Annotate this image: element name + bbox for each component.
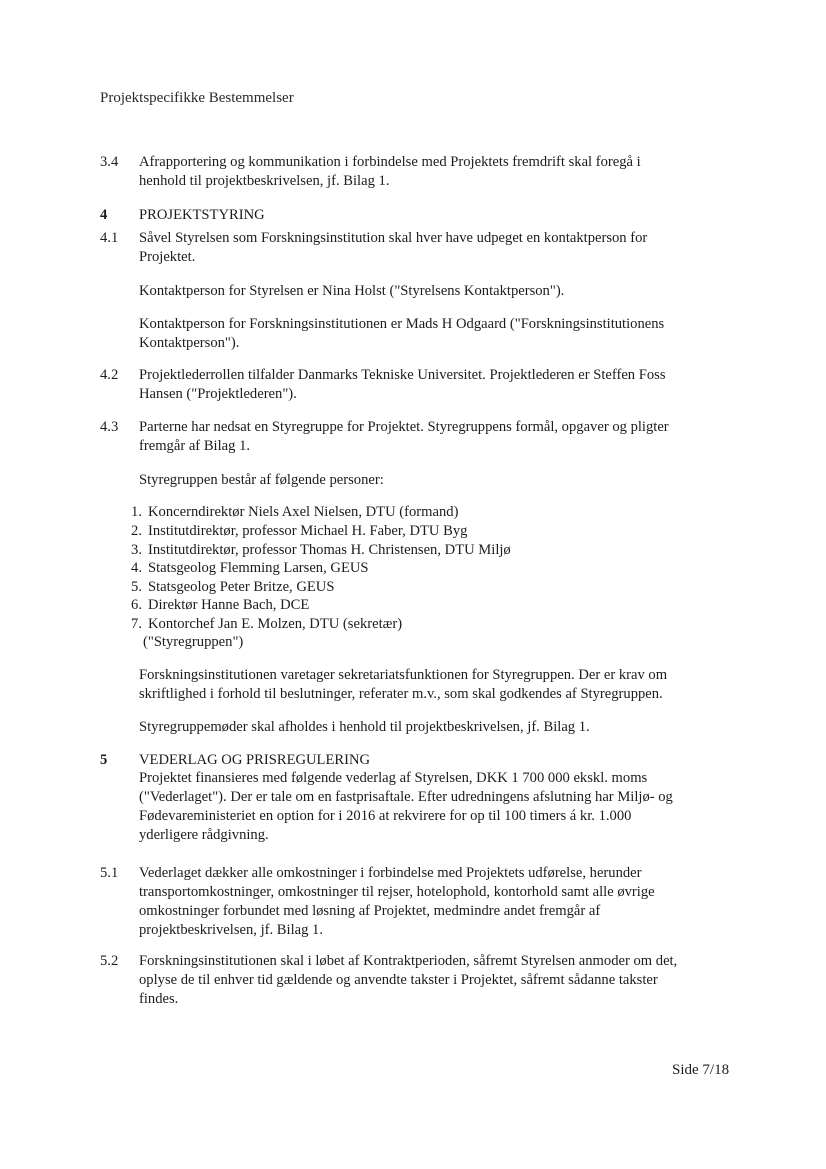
paragraph: Kontaktperson for Styrelsen er Nina Holst ("Styrelsens Kontaktperson"). <box>139 283 565 299</box>
section-number: 5 <box>100 752 108 768</box>
text-line: Projektet finansieres med følgende vederlag af Styrelsen, DKK 1 700 000 ekskl. moms <box>139 770 648 786</box>
section-number: 4.1 <box>100 230 119 246</box>
list-item-number: 2. <box>131 523 142 539</box>
text-line: oplyse de til enhver tid gældende og anvendte takster i Projektet, såfremt sådanne takster <box>139 972 658 988</box>
text-line: transportomkostninger, omkostninger til rejser, hotelophold, kontorhold samt alle øvrige <box>139 884 655 900</box>
text-line: Projektet. <box>139 249 196 265</box>
text-line: projektbeskrivelsen, jf. Bilag 1. <box>139 922 324 938</box>
section-title: VEDERLAG OG PRISREGULERING <box>139 752 371 768</box>
text-line: Parterne har nedsat en Styregruppe for Projektet. Styregruppens formål, opgaver og pligter <box>139 419 669 435</box>
section-text <box>139 769 739 845</box>
paragraph <box>139 315 739 353</box>
text-line: omkostninger forbundet med løsning af Projektet, medmindre andet fremgår af <box>139 903 601 919</box>
paragraph: Styregruppemøder skal afholdes i henhold til projektbeskrivelsen, jf. Bilag 1. <box>139 719 590 735</box>
text-line: findes. <box>139 991 179 1007</box>
list-item-number: 5. <box>131 579 142 595</box>
text-line: Forskningsinstitutionen varetager sekretariatsfunktionen for Styregruppen. Der er krav om <box>139 667 668 683</box>
section-number: 4.2 <box>100 367 119 383</box>
text-line: Kontaktperson for Forskningsinstitutionen er Mads H Odgaard ("Forskningsinstitutionens <box>139 316 665 332</box>
section-text <box>139 153 739 191</box>
list-item: Statsgeolog Flemming Larsen, GEUS <box>148 560 369 576</box>
section-text <box>139 366 739 404</box>
section-number: 5.2 <box>100 953 119 969</box>
list-intro: Styregruppen består af følgende personer: <box>139 472 384 488</box>
section-number: 3.4 <box>100 154 119 170</box>
paragraph <box>139 666 739 704</box>
text-line: Projektlederrollen tilfalder Danmarks Tekniske Universitet. Projektlederen er Steffen Foss <box>139 367 666 383</box>
list-item-number: 6. <box>131 597 142 613</box>
text-line: Kontaktperson"). <box>139 335 240 351</box>
list-item-number: 4. <box>131 560 142 576</box>
list-item: Institutdirektør, professor Michael H. Faber, DTU Byg <box>148 523 468 539</box>
section-number: 4 <box>100 207 108 223</box>
list-item: Kontorchef Jan E. Molzen, DTU (sekretær) <box>148 616 403 632</box>
list-item: Statsgeolog Peter Britze, GEUS <box>148 579 335 595</box>
list-item: Institutdirektør, professor Thomas H. Christensen, DTU Miljø <box>148 542 511 558</box>
section-number: 5.1 <box>100 865 119 881</box>
list-defined-term: ("Styregruppen") <box>143 634 244 650</box>
text-line: Fødevareministeriet en option for i 2016 at rekvirere for op til 100 timers á kr. 1.000 <box>139 808 632 824</box>
text-line: Hansen ("Projektlederen"). <box>139 386 297 402</box>
text-line: yderligere rådgivning. <box>139 827 269 843</box>
text-line: henhold til projektbeskrivelsen, jf. Bilag 1. <box>139 173 390 189</box>
section-text <box>139 229 739 267</box>
section-title: PROJEKTSTYRING <box>139 207 265 223</box>
list-item: Koncerndirektør Niels Axel Nielsen, DTU (formand) <box>148 504 459 520</box>
list-item-number: 1. <box>131 504 142 520</box>
list-item-number: 3. <box>131 542 142 558</box>
text-line: Forskningsinstitutionen skal i løbet af Kontraktperioden, såfremt Styrelsen anmoder om det, <box>139 953 678 969</box>
text-line: ("Vederlaget"). Der er tale om en fastprisaftale. Efter udredningens afslutning har Miljø- og <box>139 789 673 805</box>
page-number: Side 7/18 <box>672 1062 730 1078</box>
text-line: fremgår af Bilag 1. <box>139 438 251 454</box>
text-line: Vederlaget dækker alle omkostninger i forbindelse med Projektets udførelse, herunder <box>139 865 642 881</box>
list-item: Direktør Hanne Bach, DCE <box>148 597 310 613</box>
page-header: Projektspecifikke Bestemmelser <box>100 90 294 106</box>
text-line: Såvel Styrelsen som Forskningsinstitution skal hver have udpeget en kontaktperson for <box>139 230 648 246</box>
section-text <box>139 952 739 1009</box>
section-text <box>139 418 739 456</box>
list-item-number: 7. <box>131 616 142 632</box>
text-line: Afrapportering og kommunikation i forbindelse med Projektets fremdrift skal foregå i <box>139 154 641 170</box>
section-number: 4.3 <box>100 419 119 435</box>
text-line: skriftlighed i forhold til beslutninger, referater m.v., som skal godkendes af Styregruppen. <box>139 686 663 702</box>
section-text <box>139 864 739 940</box>
